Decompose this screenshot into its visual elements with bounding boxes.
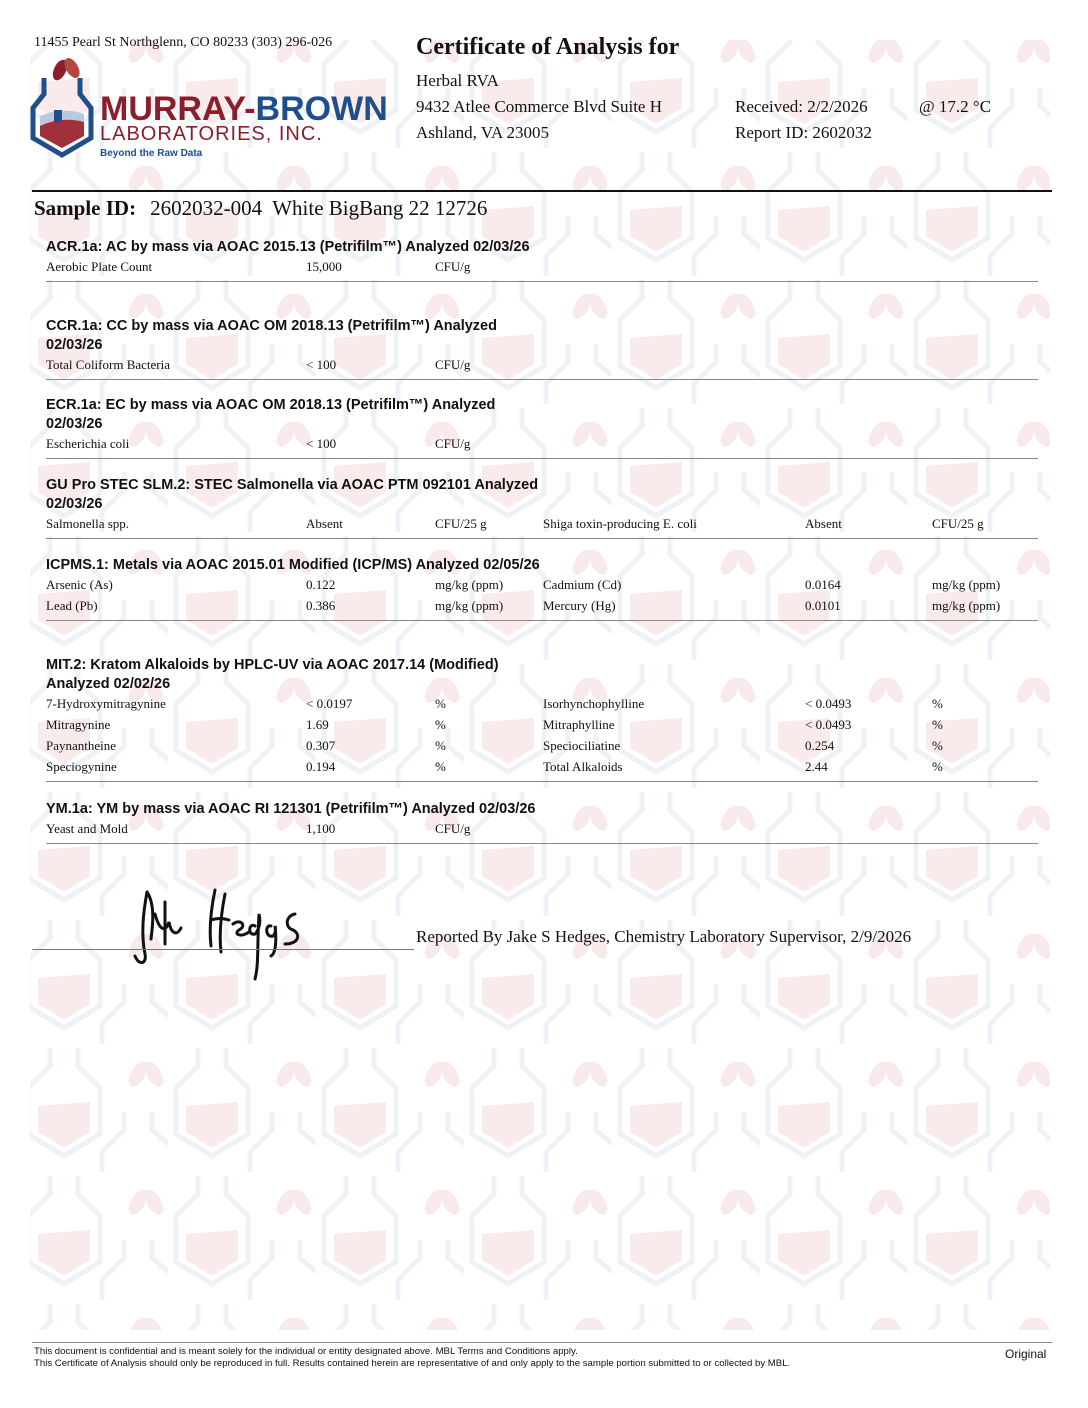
flask-logo-icon [30,58,388,162]
result-value: < 0.0197 [306,696,353,711]
result-unit: CFU/g [435,357,471,372]
svg-text:MURRAY-BROWN: MURRAY-BROWN [100,90,388,128]
section-divider [46,379,1038,380]
document-title: Certificate of Analysis for [416,34,680,60]
analyte-name: Yeast and Mold [46,821,128,836]
analyte-name: Arsenic (As) [46,577,113,592]
footer-disclaimer [34,1346,790,1370]
result-row [46,757,1038,778]
lab-address: 11455 Pearl St Northglenn, CO 80233 (303) 296-026 [34,35,333,50]
analyte-name: Total Alkaloids [543,759,623,774]
header-divider [32,190,1052,192]
result-value: Absent [306,516,343,531]
result-value: 0.254 [805,738,835,753]
analyte-name: Isorhynchophylline [543,696,645,711]
result-row [46,575,1038,596]
received-temperature: @ 17.2 °C [919,97,992,116]
client-city: Ashland, VA 23005 [416,123,550,142]
result-unit: CFU/g [435,821,471,836]
test-section [46,476,1038,539]
test-section [46,317,1038,380]
analyte-name: Escherichia coli [46,436,130,451]
result-unit: CFU/g [435,259,471,274]
result-row [46,355,1038,376]
result-unit: % [932,738,943,753]
result-unit: CFU/25 g [932,516,984,531]
result-value: 1.69 [306,717,329,732]
analyte-name: Mercury (Hg) [543,598,616,613]
document-status: Original [1005,1347,1047,1361]
result-value: 0.122 [306,577,336,592]
result-unit: % [435,759,446,774]
analyte-name: Speciogynine [46,759,117,774]
result-value: < 0.0493 [805,696,852,711]
section-title: CCR.1a: CC by mass via AOAC OM 2018.13 (Petrifilm™) Analyzed 02/03/26 [46,318,497,353]
result-unit: % [435,738,446,753]
result-value: 0.386 [306,598,336,613]
result-value: 0.194 [306,759,336,774]
client-name: Herbal RVA [416,71,499,90]
result-row [46,715,1038,736]
analyte-name: Paynantheine [46,738,117,753]
signature-line [32,949,414,950]
receipt-block [735,94,992,146]
result-value: 0.0101 [805,598,841,613]
section-divider [46,281,1038,282]
result-value: 0.0164 [805,577,841,592]
result-row [46,514,1038,535]
result-unit: mg/kg (ppm) [435,577,504,592]
signature-image [125,884,325,984]
section-title: MIT.2: Kratom Alkaloids by HPLC-UV via AOAC 2017.14 (Modified) Analyzed 02/02/26 [46,657,499,692]
result-value: < 0.0493 [805,717,852,732]
analyte-name: Lead (Pb) [46,598,98,613]
sample-id-label: Sample ID: [34,196,137,220]
result-unit: mg/kg (ppm) [932,598,1001,613]
result-row [46,819,1038,840]
test-section [46,800,1038,844]
section-title: ICPMS.1: Metals via AOAC 2015.01 Modified (ICP/MS) Analyzed 02/05/26 [46,557,540,573]
result-row [46,434,1038,455]
result-unit: CFU/g [435,436,471,451]
result-row [46,694,1038,715]
footer-divider [32,1342,1052,1343]
footer-line-2: This Certificate of Analysis should only be reproduced in full. Results contained herein are representative of and only apply to the sample portion submitted to or collected by MBL. [34,1358,791,1369]
section-title: ECR.1a: EC by mass via AOAC OM 2018.13 (Petrifilm™) Analyzed 02/03/26 [46,397,496,432]
result-value: 15,000 [306,259,342,274]
analyte-name: Aerobic Plate Count [46,259,153,274]
analyte-name: Shiga toxin-producing E. coli [543,516,697,531]
analyte-name: Mitraphylline [543,717,615,732]
svg-text:LABORATORIES, INC.: LABORATORIES, INC. [100,123,323,145]
test-section [46,656,1038,782]
client-block [416,68,662,146]
section-title: YM.1a: YM by mass via AOAC RI 121301 (Petrifilm™) Analyzed 02/03/26 [46,801,536,817]
section-title: ACR.1a: AC by mass via AOAC 2015.13 (Petrifilm™) Analyzed 02/03/26 [46,239,530,255]
section-divider [46,620,1038,621]
result-row [46,257,1038,278]
svg-text:Beyond the Raw Data: Beyond the Raw Data [100,148,203,159]
section-divider [46,781,1038,782]
sample-id [34,196,487,221]
company-logo [30,58,388,162]
analyte-name: Cadmium (Cd) [543,577,622,592]
result-row [46,596,1038,617]
reported-by: Reported By Jake S Hedges, Chemistry Laboratory Supervisor, 2/9/2026 [416,927,912,946]
section-divider [46,843,1038,844]
result-value: 2.44 [805,759,828,774]
sample-id-value: 2602032-004 White BigBang 22 12726 [150,196,488,220]
result-value: < 100 [306,357,337,372]
result-unit: % [435,696,446,711]
test-section [46,556,1038,621]
footer-line-1: This document is confidential and is meant solely for the individual or entity designated above. MBL Terms and Conditions apply. [34,1346,578,1357]
section-divider [46,458,1038,459]
result-unit: % [435,717,446,732]
result-value: < 100 [306,436,337,451]
result-row [46,736,1038,757]
result-unit: CFU/25 g [435,516,487,531]
result-unit: % [932,759,943,774]
result-unit: mg/kg (ppm) [932,577,1001,592]
result-unit: mg/kg (ppm) [435,598,504,613]
section-divider [46,538,1038,539]
analyte-name: Speciociliatine [543,738,621,753]
logo-brown: BROWN [255,90,388,128]
received-date: Received: 2/2/2026 [735,97,868,116]
result-unit: % [932,696,943,711]
report-id: Report ID: 2602032 [735,123,872,142]
section-title: GU Pro STEC SLM.2: STEC Salmonella via AOAC PTM 092101 Analyzed 02/03/26 [46,477,539,512]
result-value: Absent [805,516,842,531]
result-value: 0.307 [306,738,336,753]
test-section [46,396,1038,459]
analyte-name: 7-Hydroxymitragynine [46,696,166,711]
analyte-name: Total Coliform Bacteria [46,357,170,372]
result-unit: % [932,717,943,732]
analyte-name: Salmonella spp. [46,516,130,531]
test-section [46,238,1038,282]
client-street: 9432 Atlee Commerce Blvd Suite H [416,97,662,116]
result-value: 1,100 [306,821,336,836]
analyte-name: Mitragynine [46,717,111,732]
